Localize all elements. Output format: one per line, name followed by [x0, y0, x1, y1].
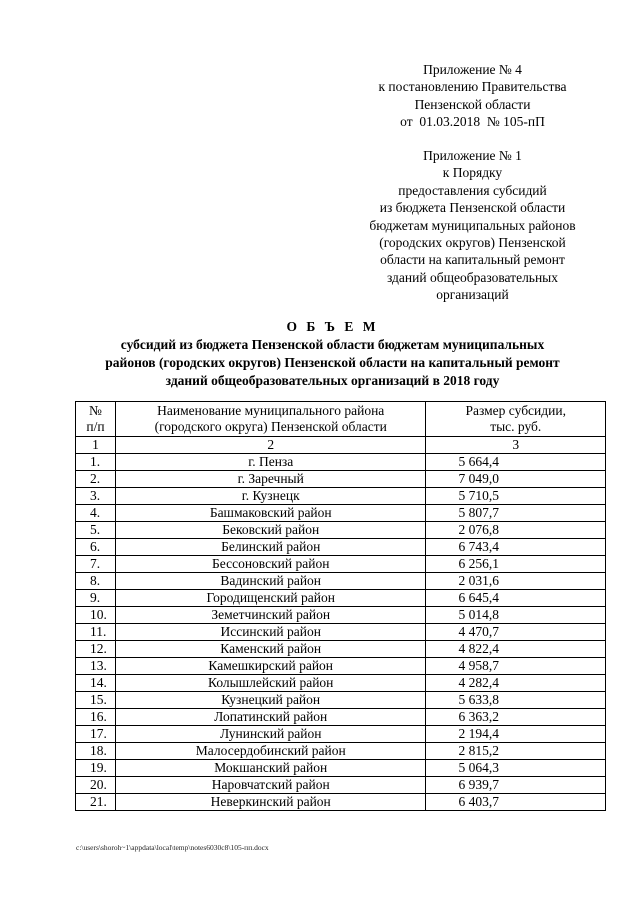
table-row — [76, 641, 606, 658]
table-row — [76, 471, 606, 488]
table-row — [76, 709, 606, 726]
subsidy-amount: 4 470,7 — [426, 624, 606, 641]
footer-file-path: c:\users\shoroh~1\appdata\local\temp\notes6030c8\105-пп.docx — [76, 843, 269, 852]
table-row — [76, 726, 606, 743]
district-name: Земетчинский район — [115, 607, 426, 624]
appendix-1-line: области на капитальный ремонт — [380, 252, 565, 268]
header-text: (городского округа) Пензенской области — [154, 419, 387, 434]
subsidy-amount: 4 958,7 — [426, 658, 606, 675]
header-text: п/п — [86, 419, 105, 434]
row-number: 18. — [76, 743, 116, 760]
appendix-1-line: (городских округов) Пензенской — [379, 235, 566, 251]
row-number: 21. — [76, 794, 116, 811]
title-line: районов (городских округов) Пензенской области на капитальный ремонт — [105, 355, 560, 370]
subsidy-amount: 5 014,8 — [426, 607, 606, 624]
table-row — [76, 658, 606, 675]
row-number: 1. — [76, 454, 116, 471]
row-number: 2. — [76, 471, 116, 488]
subsidy-amount: 4 282,4 — [426, 675, 606, 692]
district-name: Мокшанский район — [115, 760, 426, 777]
header-text: № — [89, 403, 102, 418]
appendix-1-line: предоставления субсидий — [398, 182, 547, 198]
district-name: Вадинский район — [115, 573, 426, 590]
document-title — [60, 318, 605, 390]
row-number: 10. — [76, 607, 116, 624]
district-name: Городищенский район — [115, 590, 426, 607]
row-number: 9. — [76, 590, 116, 607]
district-name: Бековский район — [115, 522, 426, 539]
appendix-1-line: бюджетам муниципальных районов — [369, 217, 576, 233]
table-row — [76, 760, 606, 777]
subsidy-amount: 5 710,5 — [426, 488, 606, 505]
appendix-4-line: от 01.03.2018 № 105-пП — [400, 114, 545, 130]
subsidy-amount: 5 633,8 — [426, 692, 606, 709]
header-district-name — [115, 402, 426, 437]
table-row — [76, 743, 606, 760]
subsidy-amount: 2 076,8 — [426, 522, 606, 539]
subsidy-amount: 5 064,3 — [426, 760, 606, 777]
district-name: Иссинский район — [115, 624, 426, 641]
table-header-row — [76, 402, 606, 437]
row-number: 6. — [76, 539, 116, 556]
table-row — [76, 794, 606, 811]
table-row — [76, 675, 606, 692]
district-name: Камешкирский район — [115, 658, 426, 675]
row-number: 7. — [76, 556, 116, 573]
index-cell: 3 — [426, 437, 606, 454]
district-name: Бессоновский район — [115, 556, 426, 573]
index-cell: 2 — [115, 437, 426, 454]
subsidy-amount: 6 743,4 — [426, 539, 606, 556]
appendix-4-block — [350, 61, 595, 131]
row-number: 5. — [76, 522, 116, 539]
title-line: зданий общеобразовательных организаций в 2018 году — [165, 373, 500, 388]
row-number: 11. — [76, 624, 116, 641]
subsidy-amount: 5 807,7 — [426, 505, 606, 522]
subsidy-amount: 2 031,6 — [426, 573, 606, 590]
subsidy-amount: 6 645,4 — [426, 590, 606, 607]
header-subsidy-amount — [426, 402, 606, 437]
table-row — [76, 539, 606, 556]
row-number: 3. — [76, 488, 116, 505]
table-index-row — [76, 437, 606, 454]
appendix-4-line: к постановлению Правительства — [378, 79, 567, 95]
district-name: Кузнецкий район — [115, 692, 426, 709]
table-row — [76, 488, 606, 505]
row-number: 20. — [76, 777, 116, 794]
appendix-1-line: к Порядку — [442, 165, 503, 181]
district-name: Белинский район — [115, 539, 426, 556]
subsidy-amount: 6 256,1 — [426, 556, 606, 573]
district-name: Лунинский район — [115, 726, 426, 743]
district-name: Колышлейский район — [115, 675, 426, 692]
header-text: Наименование муниципального района — [157, 403, 385, 418]
appendix-4-line: Приложение № 4 — [423, 62, 522, 77]
row-number: 19. — [76, 760, 116, 777]
district-name: Неверкинский район — [115, 794, 426, 811]
table-row — [76, 573, 606, 590]
subsidy-amount: 4 822,4 — [426, 641, 606, 658]
subsidy-amount: 6 363,2 — [426, 709, 606, 726]
row-number: 8. — [76, 573, 116, 590]
table-row — [76, 522, 606, 539]
header-number — [76, 402, 116, 437]
index-cell: 1 — [76, 437, 116, 454]
row-number: 16. — [76, 709, 116, 726]
district-name: Башмаковский район — [115, 505, 426, 522]
table-row — [76, 607, 606, 624]
subsidy-amount: 6 403,7 — [426, 794, 606, 811]
subsidies-table — [75, 401, 606, 811]
row-number: 12. — [76, 641, 116, 658]
district-name: г. Кузнецк — [115, 488, 426, 505]
appendix-4-line: Пензенской области — [414, 96, 531, 112]
district-name: Лопатинский район — [115, 709, 426, 726]
table-row — [76, 777, 606, 794]
header-text: тыс. руб. — [490, 419, 542, 434]
table-row — [76, 692, 606, 709]
appendix-1-line: организаций — [436, 287, 509, 303]
row-number: 4. — [76, 505, 116, 522]
table-row — [76, 590, 606, 607]
row-number: 15. — [76, 692, 116, 709]
district-name: г. Пенза — [115, 454, 426, 471]
row-number: 14. — [76, 675, 116, 692]
title-heading: О Б Ъ Е М — [286, 319, 379, 334]
subsidy-amount: 5 664,4 — [426, 454, 606, 471]
appendix-1-line: зданий общеобразовательных — [386, 269, 559, 285]
subsidy-amount: 7 049,0 — [426, 471, 606, 488]
district-name: г. Заречный — [115, 471, 426, 488]
table-row — [76, 556, 606, 573]
row-number: 17. — [76, 726, 116, 743]
row-number: 13. — [76, 658, 116, 675]
district-name: Каменский район — [115, 641, 426, 658]
table-row — [76, 454, 606, 471]
subsidy-amount: 2 815,2 — [426, 743, 606, 760]
title-line: субсидий из бюджета Пензенской области бюджетам муниципальных — [120, 337, 545, 352]
subsidy-amount: 2 194,4 — [426, 726, 606, 743]
district-name: Малосердобинский район — [115, 743, 426, 760]
appendix-1-block — [350, 147, 595, 304]
appendix-1-line: Приложение № 1 — [423, 148, 522, 163]
header-text: Размер субсидии, — [465, 403, 566, 418]
table-row — [76, 505, 606, 522]
subsidy-amount: 6 939,7 — [426, 777, 606, 794]
table-row — [76, 624, 606, 641]
district-name: Наровчатский район — [115, 777, 426, 794]
appendix-1-line: из бюджета Пензенской области — [379, 200, 566, 216]
